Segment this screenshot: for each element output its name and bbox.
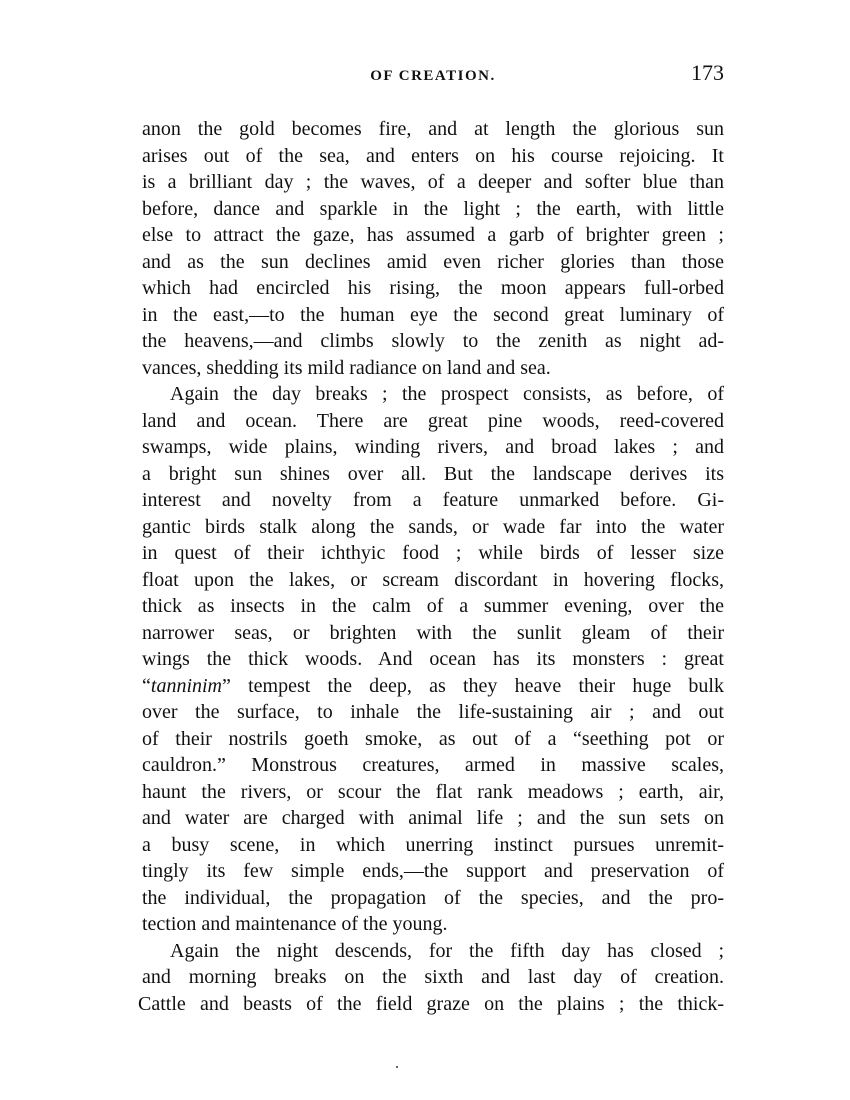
text-line: vances, shedding its mild radiance on land and sea. bbox=[142, 356, 551, 379]
text-line: and water are charged with animal life ; and the sun sets on bbox=[142, 807, 724, 829]
text-line: and morning breaks on the sixth and last day of creation. bbox=[142, 966, 724, 988]
text-line: and as the sun declines amid even richer glories than those bbox=[142, 250, 724, 273]
page-number: 173 bbox=[691, 60, 724, 85]
text-line: else to attract the gaze, has assumed a garb of brighter green ; bbox=[142, 224, 724, 246]
text-line: the individual, the propagation of the species, and the pro- bbox=[142, 886, 724, 909]
text-line: narrower seas, or brighten with the sunlit gleam of their bbox=[142, 621, 724, 644]
text-line: in the east,—to the human eye the second great luminary of bbox=[142, 303, 724, 326]
page-header bbox=[142, 60, 724, 92]
text-line: float upon the lakes, or scream discordant in hovering flocks, bbox=[142, 568, 724, 591]
text-line: a bright sun shines over all. But the landscape derives its bbox=[142, 462, 724, 485]
print-speck bbox=[396, 1066, 398, 1068]
running-title: OF CREATION. bbox=[370, 68, 496, 84]
text-line: arises out of the sea, and enters on his course rejoicing. It bbox=[142, 144, 724, 167]
text-line: land and ocean. There are great pine woods, reed-covered bbox=[142, 409, 724, 432]
text-line: swamps, wide plains, winding rivers, and broad lakes ; and bbox=[142, 436, 724, 458]
text-line: wings the thick woods. And ocean has its monsters : great bbox=[142, 648, 724, 670]
text-line: before, dance and sparkle in the light ; the earth, with little bbox=[142, 197, 724, 220]
text-line: anon the gold becomes fire, and at length the glorious sun bbox=[142, 118, 724, 140]
text-line: interest and novelty from a feature unmarked before. Gi- bbox=[142, 489, 724, 511]
text-line: a busy scene, in which unerring instinct pursues unremit- bbox=[142, 833, 724, 856]
text-line: the heavens,—and climbs slowly to the zenith as night ad- bbox=[142, 330, 724, 352]
body-text bbox=[138, 116, 724, 1017]
text-line: Cattle and beasts of the field graze on the plains ; the thick- bbox=[138, 992, 724, 1015]
text-line: is a brilliant day ; the waves, of a deeper and softer blue than bbox=[142, 171, 724, 193]
text-line: thick as insects in the calm of a summer evening, over the bbox=[142, 595, 724, 617]
text-line: haunt the rivers, or scour the flat rank meadows ; earth, air, bbox=[142, 780, 724, 803]
paragraph-start-line: Again the night descends, for the fifth day has closed ; bbox=[170, 939, 724, 962]
text-line: cauldron.” Monstrous creatures, armed in massive scales, bbox=[142, 754, 724, 776]
text-line-tanninim: “tanninim” tempest the deep, as they heave their huge bulk bbox=[142, 674, 724, 697]
text-line: in quest of their ichthyic food ; while birds of lesser size bbox=[142, 542, 724, 564]
text-line: of their nostrils goeth smoke, as out of a “seething pot or bbox=[142, 727, 724, 750]
text-line: tection and maintenance of the young. bbox=[142, 913, 448, 935]
text-line: tingly its few simple ends,—the support and preservation of bbox=[142, 860, 724, 882]
paragraph-start-line: Again the day breaks ; the prospect consists, as before, of bbox=[170, 383, 724, 405]
text-line: which had encircled his rising, the moon appears full-orbed bbox=[142, 277, 724, 299]
text-line: over the surface, to inhale the life-sustaining air ; and out bbox=[142, 701, 724, 723]
text-line: gantic birds stalk along the sands, or wade far into the water bbox=[142, 515, 724, 538]
